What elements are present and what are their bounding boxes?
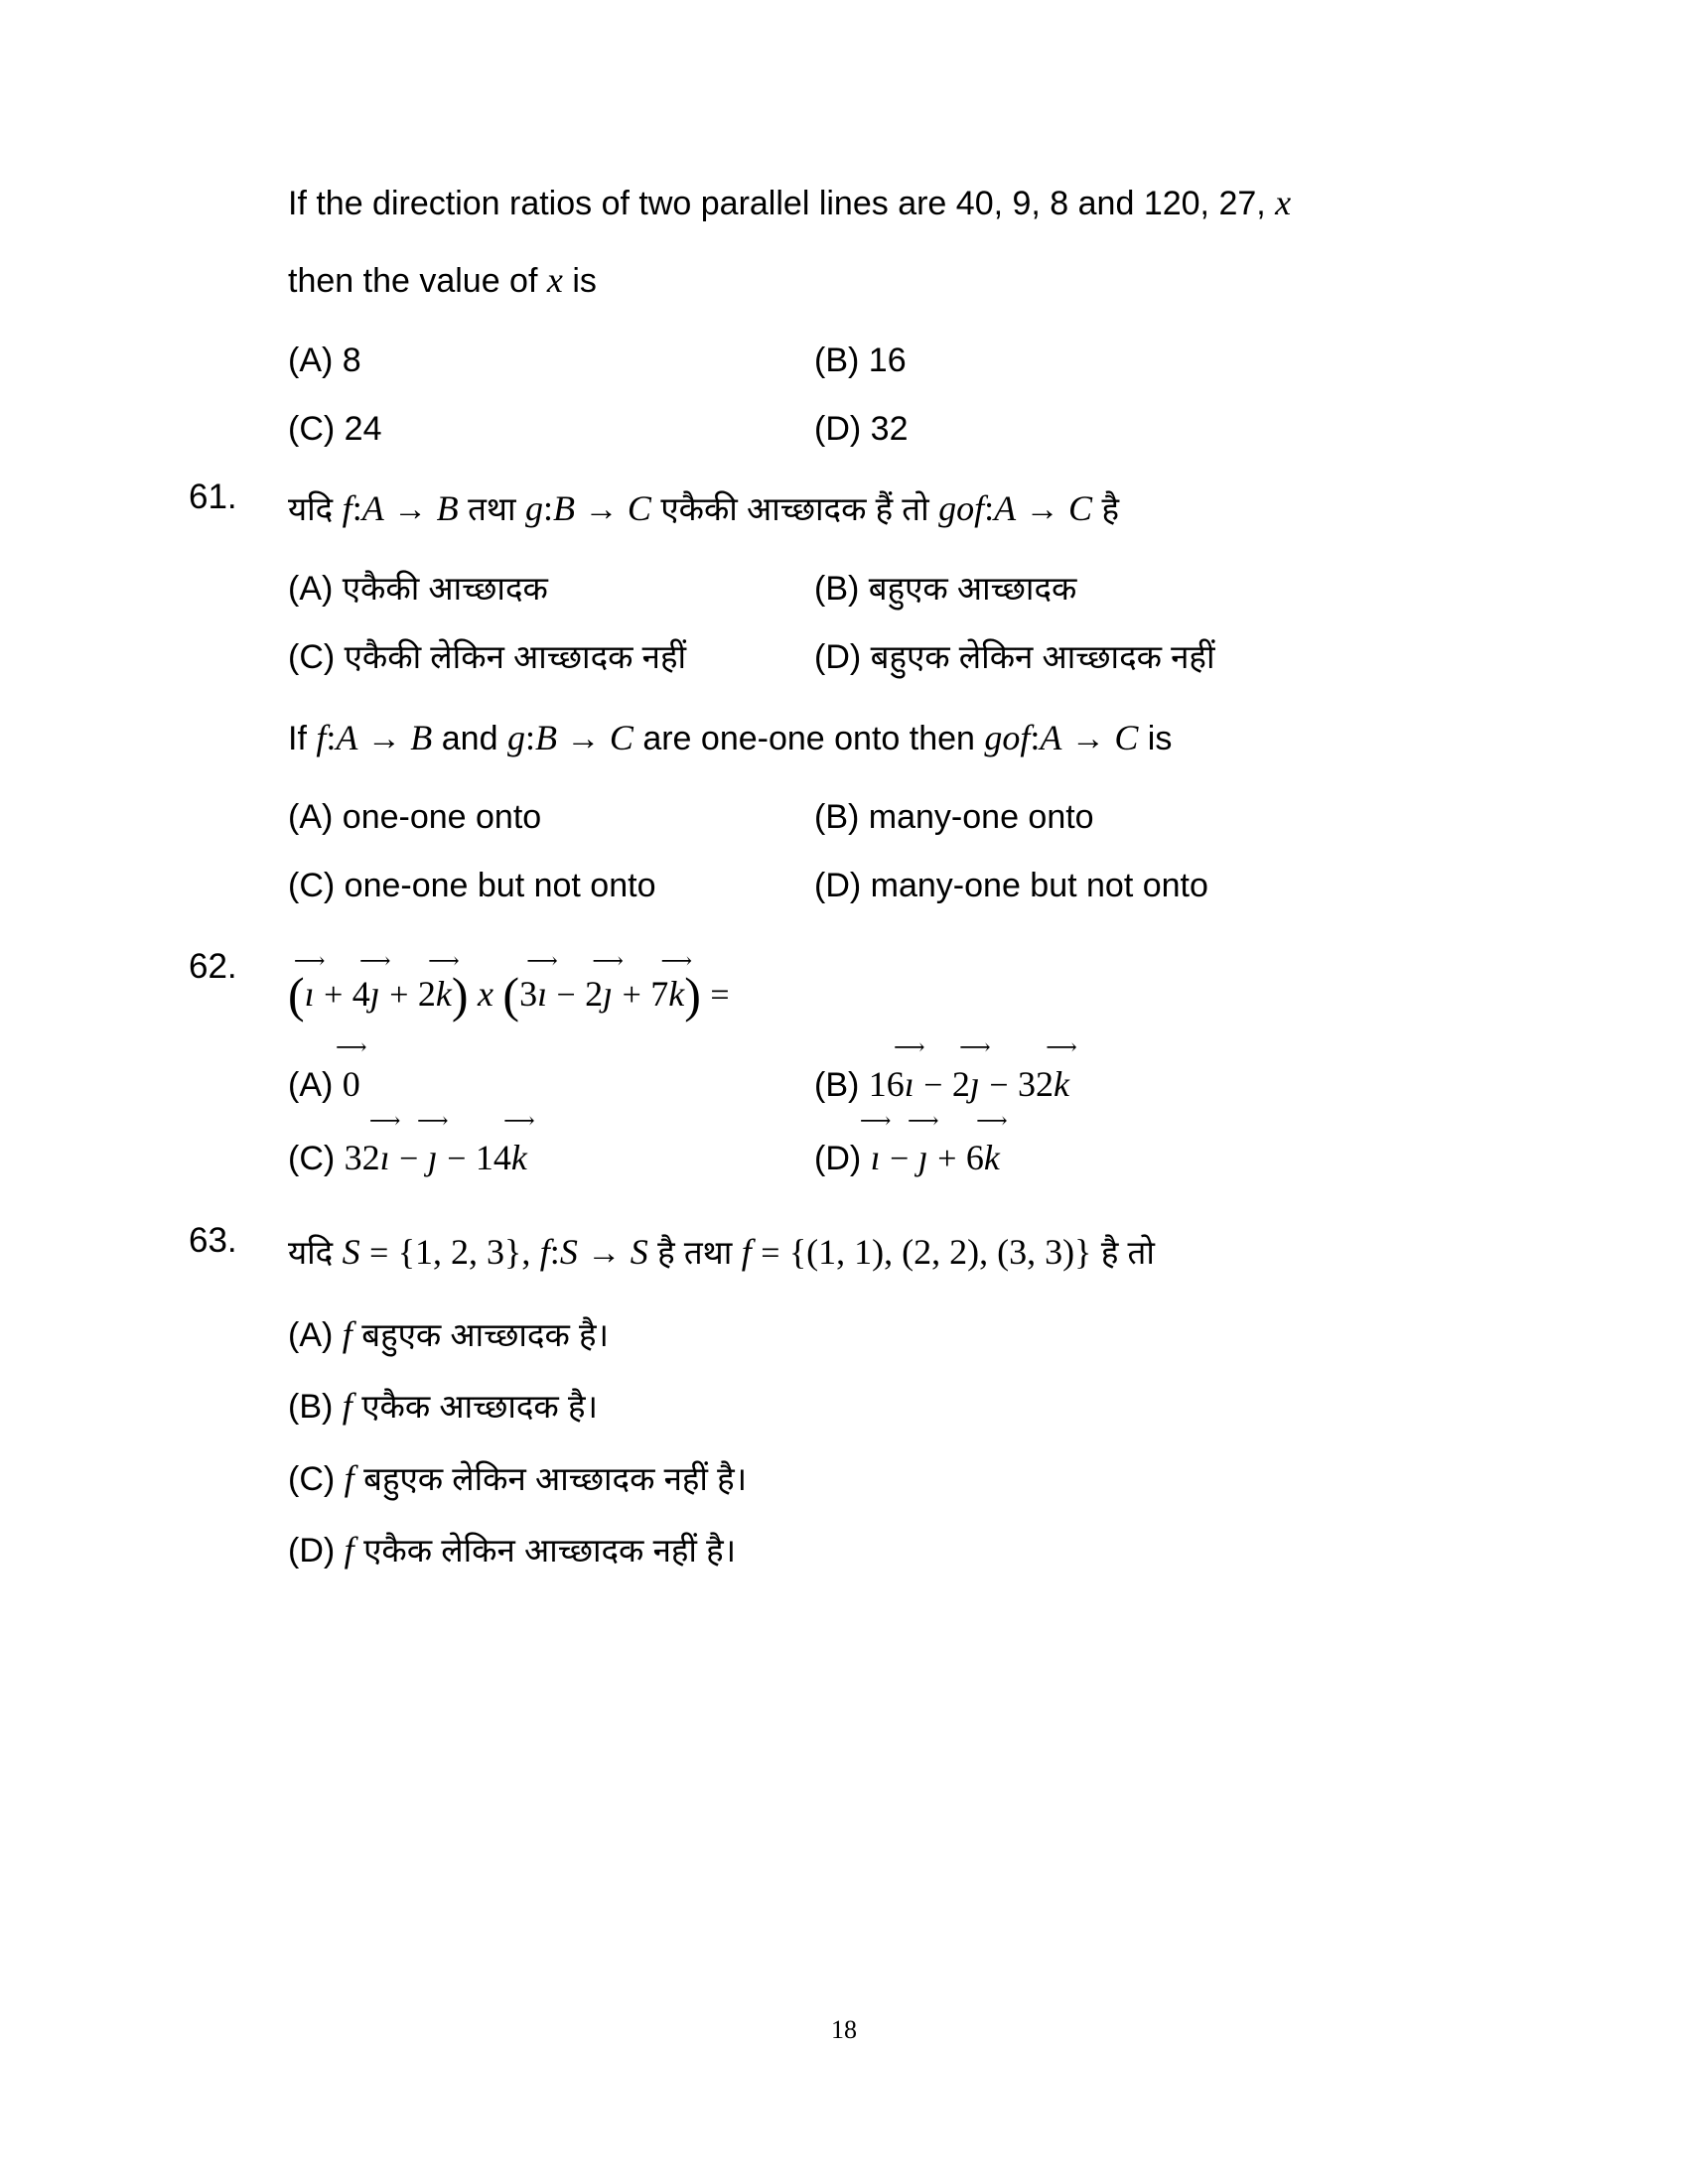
arrow-over-icon: ⟶ [959, 1033, 991, 1059]
q61-hi-arrow-3: → [1025, 491, 1059, 529]
option-62-c-label: (C) [288, 1140, 336, 1178]
option-63-b-fn: f [342, 1386, 352, 1427]
equals-sign: = [710, 976, 730, 1014]
q61-en-arrow-1: → [366, 720, 401, 757]
option-61-en-b-text: many-one onto [868, 797, 1094, 836]
arrow-over-icon: ⟶ [894, 1033, 925, 1059]
q63-hi-word-3: है तो [1100, 1234, 1155, 1272]
option-63-c-fn: f [344, 1457, 354, 1498]
minus: − [890, 1141, 910, 1178]
vector-j-2: ⟶ ȷ [592, 947, 624, 1014]
option-row [288, 786, 1509, 849]
coeff-6: 6 [965, 1138, 984, 1178]
question-61-stem-hindi [288, 479, 1509, 537]
option-61-en-c-text: one-one but not onto [344, 866, 656, 904]
option-62-d[interactable] [814, 1108, 1509, 1191]
coeff-16: 16 [868, 1063, 905, 1104]
q63-hi-word-1: यदि [288, 1234, 334, 1272]
q63-f2: f [741, 1232, 752, 1273]
option-60-c-label: (C) [288, 409, 336, 448]
option-63-b-label: (B) [288, 1388, 334, 1427]
question-63-options [288, 1301, 1509, 1583]
plus-2: + [389, 976, 409, 1014]
option-60-c-text: 24 [344, 409, 382, 448]
q61-en-A: A [336, 717, 358, 757]
q61-hi-f: f [342, 488, 352, 529]
q63-equals: = [369, 1235, 389, 1273]
q63-hi-word-2: है तथा [657, 1234, 733, 1272]
question-62-number: 62. [189, 946, 237, 986]
coeff-32: 32 [1018, 1063, 1054, 1104]
option-63-c-text: बहुएक लेकिन आच्छादक नहीं है। [363, 1459, 748, 1497]
q61-hi-colon-3: : [984, 488, 995, 529]
question-63-body [288, 1223, 1509, 1583]
q60-stem-text-2a: then the value of [288, 262, 538, 301]
coeff-7: 7 [650, 973, 669, 1014]
question-63-number: 63. [189, 1221, 237, 1261]
arrow-over-icon: ⟶ [526, 947, 558, 973]
vector-zero: ⟶ 0 [336, 1033, 367, 1104]
q61-hi-arrow-1: → [393, 491, 428, 529]
option-61-hi-d[interactable] [814, 626, 1509, 689]
question-60-stem-line1 [288, 174, 1509, 231]
option-61-hi-c[interactable] [288, 626, 814, 689]
q61-hi-word-2: तथा [468, 490, 516, 528]
option-row [288, 626, 1509, 689]
question-63-stem-hindi [288, 1223, 1509, 1281]
paren-close-1: ) [451, 966, 469, 1023]
plus: + [937, 1141, 957, 1178]
option-61-hi-b-label: (B) [814, 569, 860, 608]
q61-hi-B: B [436, 488, 459, 529]
q60-variable-x-2: x [546, 260, 563, 301]
option-63-a-text: बहुएक आच्छादक है। [361, 1315, 609, 1353]
option-row [288, 1033, 1509, 1118]
option-62-a[interactable] [288, 1033, 814, 1118]
q61-en-word-2: and [441, 719, 498, 757]
q63-set-S: S [342, 1232, 360, 1273]
option-62-b[interactable] [814, 1033, 1509, 1118]
q61-hi-word-3: एकैकी आच्छादक हैं तो [660, 490, 929, 528]
question-60-options [288, 330, 1509, 461]
cross-product-x: x [477, 973, 493, 1014]
q61-hi-gof: gof [938, 488, 985, 529]
q61-hi-C: C [627, 488, 651, 529]
q60-stem-text-2b: is [572, 262, 597, 301]
option-62-d-label: (D) [814, 1140, 862, 1178]
option-60-d[interactable] [814, 398, 1509, 461]
coeff-2b: 2 [585, 973, 604, 1014]
coeff-2: 2 [951, 1063, 970, 1104]
option-63-b-text: एकैक आच्छादक है। [361, 1388, 598, 1426]
minus: − [923, 1066, 943, 1104]
vector-j-1: ⟶ ȷ [358, 947, 391, 1014]
arrow-over-icon: ⟶ [976, 1108, 1008, 1134]
plus-1: + [324, 976, 344, 1014]
option-61-en-a-text: one-one onto [342, 797, 542, 836]
q61-en-word-1: If [288, 719, 307, 757]
arrow-over-icon: ⟶ [907, 1108, 939, 1134]
option-60-d-text: 32 [870, 409, 909, 448]
option-61-en-d-label: (D) [814, 866, 862, 904]
option-61-en-d[interactable] [814, 855, 1509, 917]
option-61-en-d-text: many-one but not onto [870, 866, 1208, 904]
paren-open-2: ( [502, 966, 520, 1023]
arrow-over-icon: ⟶ [428, 947, 460, 973]
arrow-over-icon: ⟶ [416, 1108, 449, 1134]
option-61-en-b-label: (B) [814, 797, 860, 836]
option-61-hi-a[interactable] [288, 558, 814, 620]
option-row [288, 1301, 1509, 1368]
question-62-options [288, 1033, 1509, 1192]
option-row [288, 855, 1509, 917]
option-60-a-label: (A) [288, 341, 334, 379]
question-61-options-english [288, 786, 1509, 917]
q61-hi-C2: C [1068, 488, 1093, 529]
q61-en-arrow-2: → [566, 720, 601, 757]
arrow-over-icon: ⟶ [660, 947, 693, 973]
vector-k: ⟶ k [1046, 1033, 1077, 1104]
q61-en-f: f [316, 717, 327, 757]
vector-i: ⟶ ı [368, 1108, 401, 1178]
option-61-hi-b[interactable] [814, 558, 1509, 620]
arrow-over-icon: ⟶ [1046, 1033, 1077, 1059]
vector-k: ⟶ k [976, 1108, 1008, 1178]
option-61-hi-a-text: एकैकी आच्छादक [342, 569, 548, 607]
vector-j: ⟶ ȷ [416, 1108, 449, 1178]
question-60-body [288, 174, 1509, 460]
q63-S3: S [630, 1232, 648, 1273]
vector-k-2: ⟶ k [660, 947, 693, 1014]
q63-colon: : [549, 1232, 560, 1273]
option-63-a-label: (A) [288, 1315, 334, 1354]
arrow-over-icon: ⟶ [358, 947, 391, 973]
arrow-over-icon: ⟶ [592, 947, 624, 973]
coeff-32: 32 [344, 1138, 380, 1178]
vector-i: ⟶ ı [894, 1033, 925, 1104]
question-content [189, 174, 1509, 1589]
vector-i-1: ⟶ ı [293, 947, 326, 1014]
q60-variable-x-1: x [1275, 183, 1292, 222]
q61-hi-word-4: है [1101, 490, 1120, 528]
option-63-d[interactable] [288, 1517, 1509, 1583]
option-63-d-fn: f [344, 1530, 354, 1570]
q61-en-C: C [609, 717, 633, 757]
option-row [288, 1373, 1509, 1439]
q61-en-word-3: are one-one onto then [642, 719, 975, 757]
arrow-over-icon: ⟶ [293, 947, 326, 973]
q61-en-colon-3: : [1030, 717, 1041, 757]
option-61-hi-d-text: बहुएक लेकिन आच्छादक नहीं [870, 637, 1215, 675]
coeff-2: 2 [417, 973, 436, 1014]
arrow-over-icon: ⟶ [859, 1108, 892, 1134]
q61-en-A2: A [1040, 717, 1062, 757]
q63-arrow: → [587, 1235, 622, 1273]
option-60-a[interactable] [288, 330, 814, 392]
q61-en-gof: gof [984, 717, 1031, 757]
q61-en-B: B [410, 717, 433, 757]
option-61-en-c[interactable] [288, 855, 814, 917]
q60-stem-text-1: If the direction ratios of two parallel lines are 40, 9, 8 and 120, 27, [288, 185, 1266, 222]
vector-j: ⟶ ȷ [907, 1108, 939, 1178]
option-60-a-text: 8 [342, 341, 361, 379]
question-61-number: 61. [189, 478, 237, 517]
question-block-62 [189, 946, 1509, 1192]
option-62-b-label: (B) [814, 1065, 860, 1104]
q61-hi-A: A [361, 488, 384, 529]
q61-en-arrow-3: → [1070, 720, 1105, 757]
question-61-options-hindi [288, 558, 1509, 689]
option-row [288, 1108, 1509, 1191]
question-block-63 [189, 1223, 1509, 1583]
q61-hi-arrow-2: → [584, 491, 619, 529]
option-61-en-a[interactable] [288, 786, 814, 849]
arrow-over-icon: ⟶ [503, 1108, 535, 1134]
q63-f: f [539, 1232, 550, 1273]
q61-en-C2: C [1114, 717, 1139, 757]
option-row [288, 398, 1509, 461]
option-61-hi-a-label: (A) [288, 569, 334, 608]
page-number: 18 [831, 2015, 857, 2044]
q61-hi-word-1: यदि [288, 490, 334, 528]
q61-hi-A2: A [994, 488, 1017, 529]
q61-en-colon-2: : [524, 717, 535, 757]
option-60-b-label: (B) [814, 341, 860, 379]
plus-3: + [622, 976, 641, 1014]
option-63-b[interactable] [288, 1373, 1509, 1439]
minus-2: − [447, 1141, 467, 1178]
coeff-3: 3 [519, 973, 538, 1014]
vector-i: ⟶ ı [859, 1108, 892, 1178]
option-60-c[interactable] [288, 398, 814, 461]
option-row [288, 558, 1509, 620]
option-63-c[interactable] [288, 1445, 1509, 1512]
q61-hi-g: g [524, 488, 543, 529]
q63-pairs: {(1, 1), (2, 2), (3, 3)} [788, 1232, 1092, 1273]
q63-equals-2: = [761, 1235, 780, 1273]
question-61-body [288, 479, 1509, 916]
minus-2: − [989, 1066, 1009, 1104]
option-61-en-b[interactable] [814, 786, 1509, 849]
option-60-d-label: (D) [814, 409, 862, 448]
option-63-a[interactable] [288, 1301, 1509, 1368]
q63-set-values: {1, 2, 3}, [397, 1232, 531, 1273]
q61-hi-colon-1: : [352, 488, 362, 529]
q61-en-B2: B [534, 717, 557, 757]
vector-k: ⟶ k [503, 1108, 535, 1178]
vector-j: ⟶ ȷ [959, 1033, 991, 1104]
option-61-en-c-label: (C) [288, 866, 336, 904]
option-row [288, 1517, 1509, 1583]
option-60-b-text: 16 [868, 341, 907, 379]
option-61-hi-c-text: एकैकी लेकिन आच्छादक नहीं [344, 637, 687, 675]
coeff-4: 4 [352, 973, 370, 1014]
option-61-hi-c-label: (C) [288, 637, 336, 676]
vector-i-2: ⟶ ı [526, 947, 558, 1014]
option-row [288, 1445, 1509, 1512]
question-60-stem-line2 [288, 251, 1509, 309]
coeff-14: 14 [475, 1138, 511, 1178]
option-61-hi-b-text: बहुएक आच्छादक [868, 569, 1077, 607]
question-62-body [288, 949, 1509, 1192]
q61-en-word-4: is [1147, 719, 1173, 757]
vector-k-1: ⟶ k [428, 947, 460, 1014]
paren-open-1: ( [288, 966, 305, 1023]
paren-close-2: ) [684, 966, 701, 1023]
q61-en-colon-1: : [326, 717, 337, 757]
q61-hi-colon-2: : [542, 488, 553, 529]
q61-en-g: g [506, 717, 525, 757]
arrow-over-icon: ⟶ [336, 1033, 367, 1059]
option-62-c[interactable] [288, 1108, 814, 1191]
option-61-en-a-label: (A) [288, 797, 334, 836]
option-60-b[interactable] [814, 330, 1509, 392]
question-block-61 [189, 479, 1509, 916]
minus: − [399, 1141, 419, 1178]
option-63-d-text: एकैक लेकिन आच्छादक नहीं है। [363, 1532, 737, 1570]
question-block-60-continued [189, 174, 1509, 460]
option-62-a-label: (A) [288, 1065, 334, 1104]
q61-hi-B2: B [552, 488, 575, 529]
option-61-hi-d-label: (D) [814, 637, 862, 676]
arrow-over-icon: ⟶ [368, 1108, 401, 1134]
q63-S2: S [559, 1232, 578, 1273]
question-62-stem-expression [288, 949, 1509, 1029]
option-row [288, 330, 1509, 392]
option-63-a-fn: f [342, 1313, 352, 1354]
minus-1: − [556, 976, 576, 1014]
question-61-stem-english [288, 709, 1509, 766]
option-63-c-label: (C) [288, 1459, 336, 1498]
option-63-d-label: (D) [288, 1532, 336, 1570]
